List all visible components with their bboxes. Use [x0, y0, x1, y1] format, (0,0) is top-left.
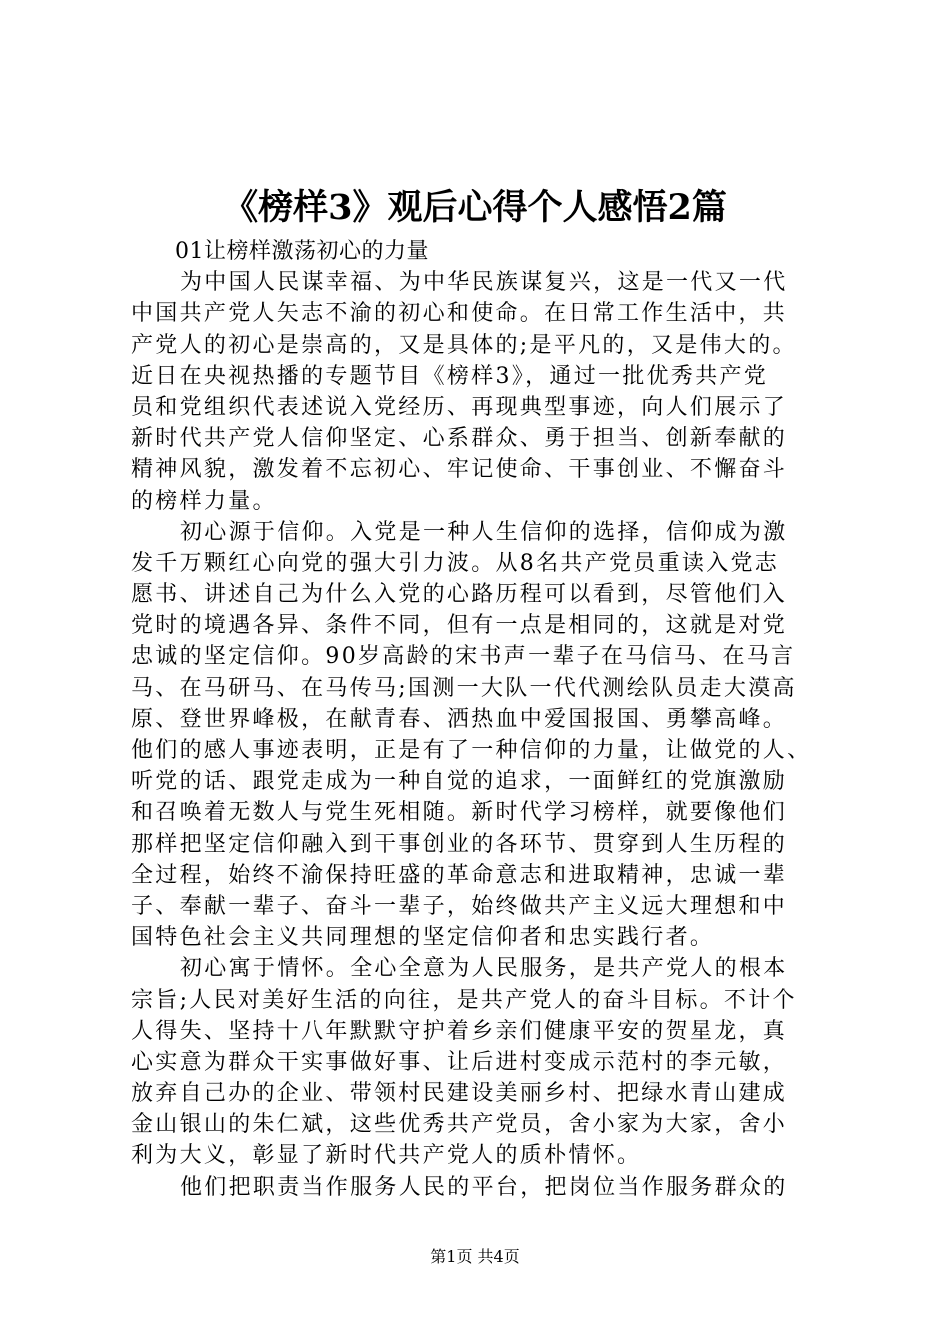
paragraph-line: 金山银山的朱仁斌，这些优秀共产党员，舍小家为大家，舍小 [131, 1112, 788, 1138]
paragraph-line: 初心寓于情怀。全心全意为人民服务，是共产党人的根本 [180, 956, 788, 982]
paragraph-line: 产党人的初心是崇高的，又是具体的;是平凡的，又是伟大的。 [131, 332, 797, 358]
paragraph-line: 忠诚的坚定信仰。90岁高龄的宋书声一辈子在马信马、在马言 [131, 644, 796, 670]
paragraph-line: 全过程，始终不渝保持旺盛的革命意志和进取精神，忠诚一辈 [131, 862, 788, 888]
paragraph-line: 初心源于信仰。入党是一种人生信仰的选择，信仰成为激 [180, 519, 788, 545]
paragraph-line: 心实意为群众干实事做好事、让后进村变成示范村的李元敏， [131, 1049, 788, 1075]
paragraph-line: 宗旨;人民对美好生活的向往，是共产党人的奋斗目标。不计个 [131, 987, 797, 1013]
paragraph-line: 马、在马研马、在马传马;国测一大队一代代测绘队员走大漠高 [131, 675, 797, 701]
paragraph-line: 听党的话、跟党走成为一种自觉的追求，一面鲜红的党旗激励 [131, 769, 788, 795]
paragraph-line: 愿书、讲述自己为什么入党的心路历程可以看到，尽管他们入 [131, 582, 788, 608]
paragraph-line: 的榜样力量。 [131, 488, 277, 514]
paragraph-line: 为中国人民谋幸福、为中华民族谋复兴，这是一代又一代 [180, 270, 788, 296]
paragraph-line: 人得失、坚持十八年默默守护着乡亲们健康平安的贺星龙，真 [131, 1018, 788, 1044]
paragraph-line: 新时代共产党人信仰坚定、心系群众、勇于担当、创新奉献的 [131, 426, 788, 452]
paragraph-line: 发千万颗红心向党的强大引力波。从8名共产党员重读入党志 [131, 550, 780, 576]
paragraph-line: 近日在央视热播的专题节目《榜样3》，通过一批优秀共产党 [131, 363, 769, 389]
paragraph-line: 国特色社会主义共同理想的坚定信仰者和忠实践行者。 [131, 925, 715, 951]
paragraph-line: 放弃自己办的企业、带领村民建设美丽乡村、把绿水青山建成 [131, 1081, 788, 1107]
paragraph-line: 和召唤着无数人与党生死相随。新时代学习榜样，就要像他们 [131, 800, 788, 826]
document-body [131, 236, 836, 1203]
page-footer: 第1页 共4页 [430, 1247, 520, 1266]
document-title: 《榜样3》观后心得个人感悟2篇 [223, 187, 727, 228]
paragraph-line: 那样把坚定信仰融入到干事创业的各环节、贯穿到人生历程的 [131, 831, 788, 857]
paragraph-line: 中国共产党人矢志不渝的初心和使命。在日常工作生活中，共 [131, 301, 788, 327]
section-heading: 01让榜样激荡初心的力量 [175, 239, 429, 264]
paragraph-line: 原、登世界峰极，在献青春、洒热血中爱国报国、勇攀高峰。 [131, 706, 788, 732]
paragraph-line: 党时的境遇各异、条件不同，但有一点是相同的，这就是对党 [131, 613, 788, 639]
paragraph-line: 子、奉献一辈子、奋斗一辈子，始终做共产主义远大理想和中 [131, 893, 788, 919]
paragraph-line: 精神风貌，激发着不忘初心、牢记使命、干事创业、不懈奋斗 [131, 457, 788, 483]
paragraph-line: 他们把职责当作服务人民的平台，把岗位当作服务群众的 [180, 1174, 788, 1200]
paragraph-line: 员和党组织代表述说入党经历、再现典型事迹，向人们展示了 [131, 394, 788, 420]
paragraph-line: 他们的感人事迹表明，正是有了一种信仰的力量，让做党的人、 [131, 738, 812, 763]
paragraph-line: 利为大义，彰显了新时代共产党人的质朴情怀。 [131, 1143, 642, 1169]
